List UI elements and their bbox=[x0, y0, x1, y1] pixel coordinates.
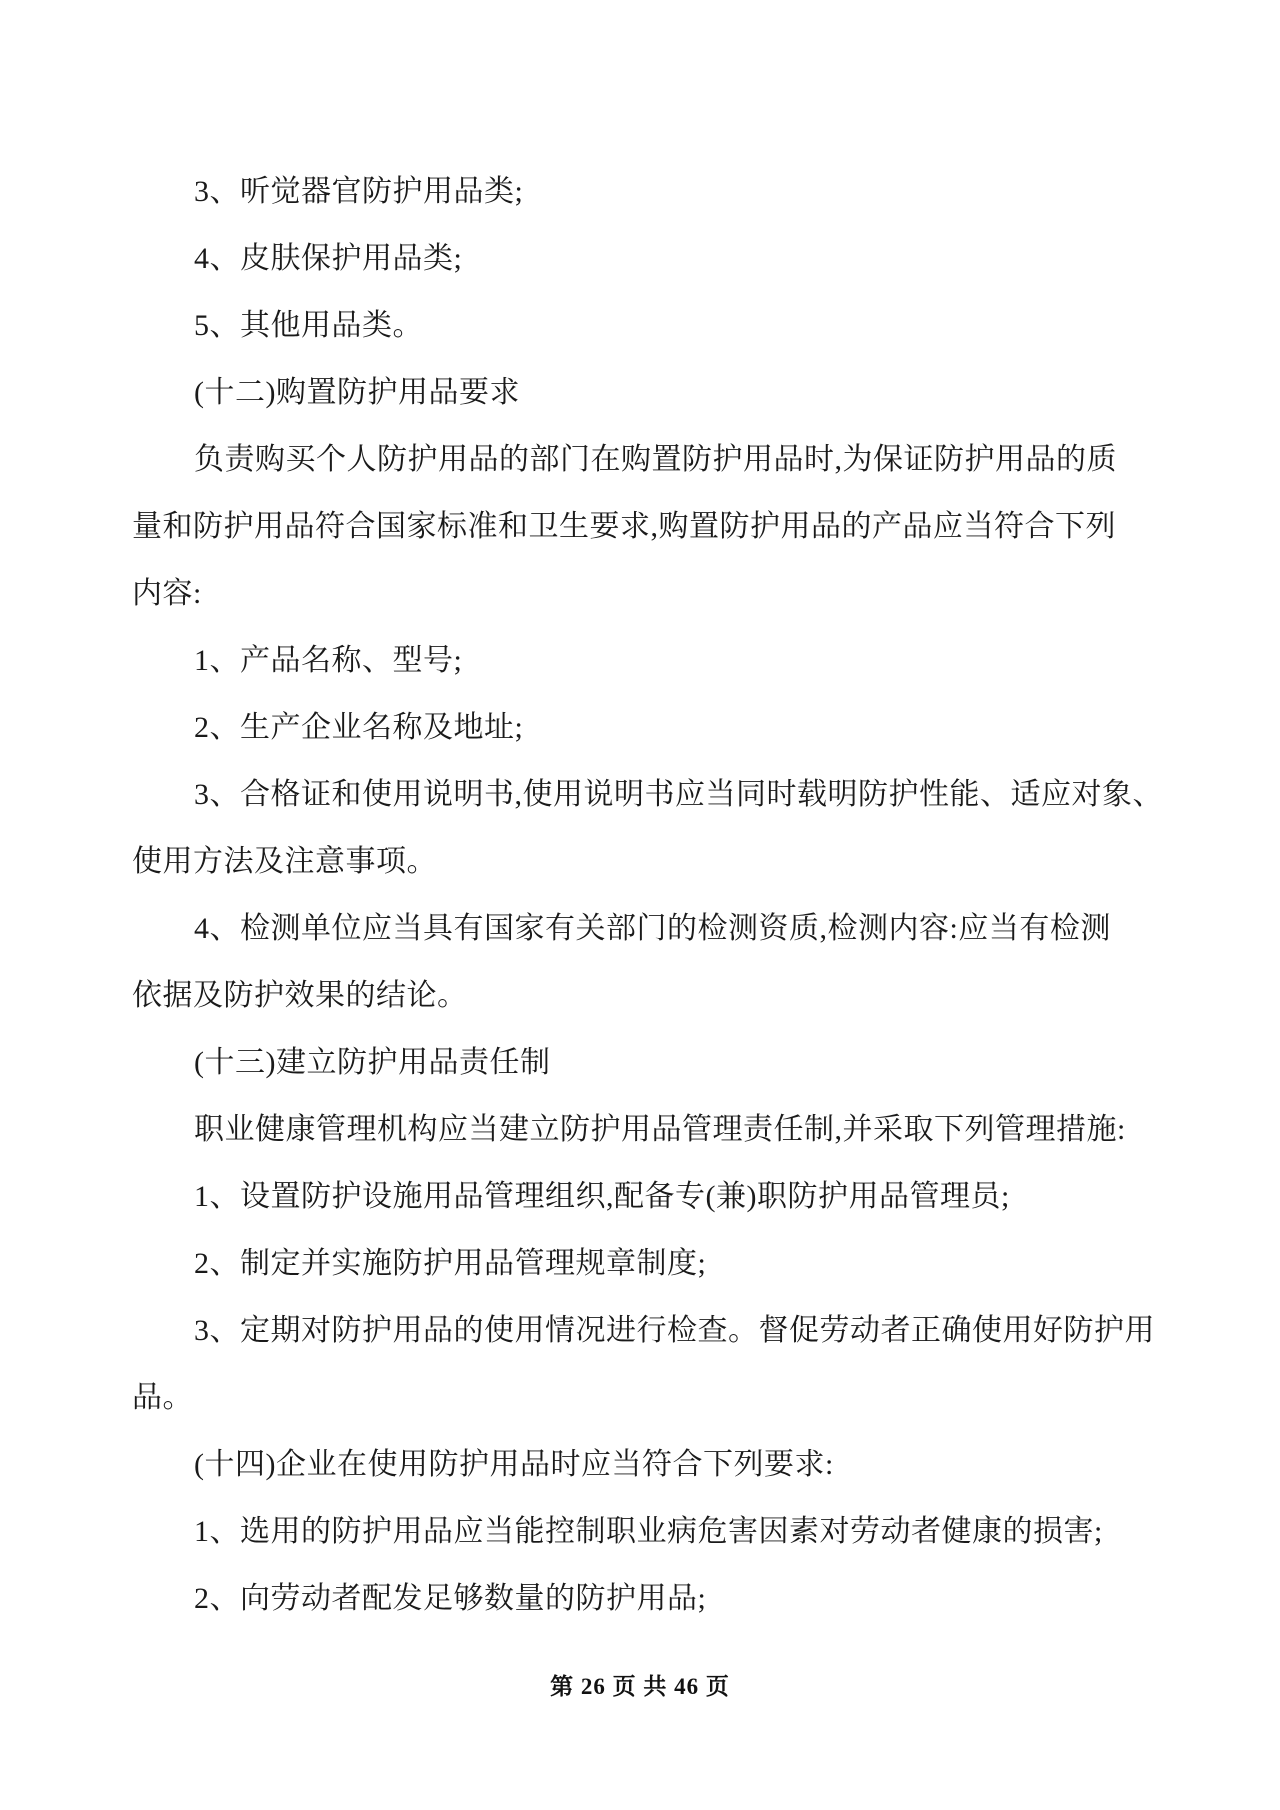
text-line: 负责购买个人防护用品的部门在购置防护用品时,为保证防护用品的质 bbox=[194, 443, 1117, 476]
text-line: 3、听觉器官防护用品类; bbox=[194, 175, 524, 208]
text-line: 1、产品名称、型号; bbox=[194, 644, 463, 677]
page-number-text: 第 26 页 共 46 页 bbox=[550, 1674, 730, 1699]
text-line: 量和防护用品符合国家标准和卫生要求,购置防护用品的产品应当符合下列 bbox=[132, 510, 1116, 543]
text-line: 2、向劳动者配发足够数量的防护用品; bbox=[194, 1582, 707, 1615]
text-line: 4、皮肤保护用品类; bbox=[194, 242, 463, 275]
document-body bbox=[132, 158, 1172, 1632]
text-line: 3、合格证和使用说明书,使用说明书应当同时载明防护性能、适应对象、 bbox=[194, 778, 1163, 811]
page-footer bbox=[0, 1668, 1280, 1701]
text-line: 3、定期对防护用品的使用情况进行检查。督促劳动者正确使用好防护用 bbox=[194, 1314, 1155, 1347]
text-line: (十四)企业在使用防护用品时应当符合下列要求: bbox=[194, 1448, 834, 1481]
text-line: 2、制定并实施防护用品管理规章制度; bbox=[194, 1247, 707, 1280]
text-line: 5、其他用品类。 bbox=[194, 309, 423, 342]
text-line: (十三)建立防护用品责任制 bbox=[194, 1046, 551, 1079]
text-line: 内容: bbox=[132, 577, 202, 610]
text-line: 使用方法及注意事项。 bbox=[132, 845, 437, 878]
text-line: 1、设置防护设施用品管理组织,配备专(兼)职防护用品管理员; bbox=[194, 1180, 1010, 1213]
text-line: 品。 bbox=[132, 1381, 193, 1414]
text-line: 依据及防护效果的结论。 bbox=[132, 979, 468, 1012]
text-line: 2、生产企业名称及地址; bbox=[194, 711, 524, 744]
text-line: (十二)购置防护用品要求 bbox=[194, 376, 520, 409]
text-line: 4、检测单位应当具有国家有关部门的检测资质,检测内容:应当有检测 bbox=[194, 912, 1111, 945]
text-line: 职业健康管理机构应当建立防护用品管理责任制,并采取下列管理措施: bbox=[194, 1113, 1126, 1146]
text-line: 1、选用的防护用品应当能控制职业病危害因素对劳动者健康的损害; bbox=[194, 1515, 1103, 1548]
